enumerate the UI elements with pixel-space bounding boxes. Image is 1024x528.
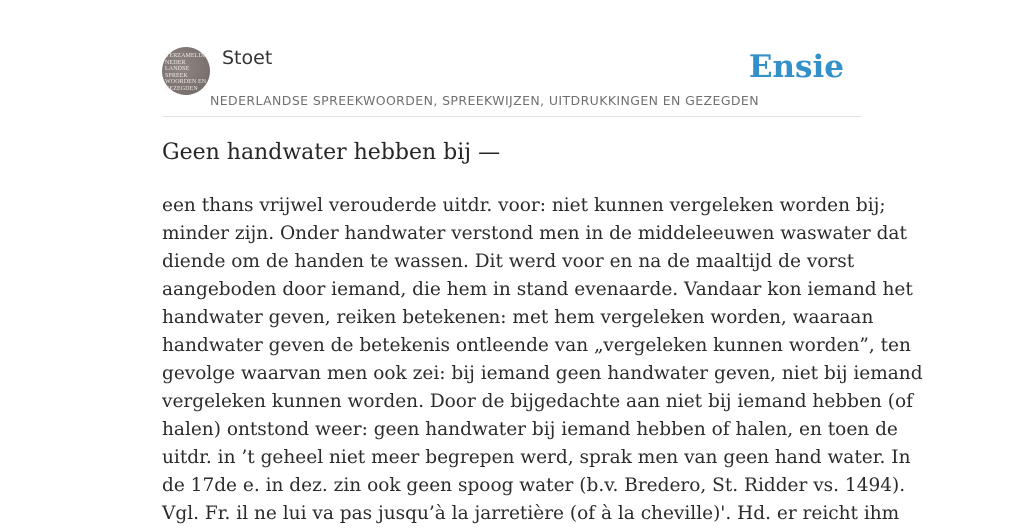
body-line: aangeboden door iemand, die hem in stand evenaarde. Vandaar kon iemand het: [162, 279, 913, 300]
body-line: de 17de e. in dez. zin ook geen spoog water (b.v. Bredero, St. Ridder vs. 1494).: [162, 475, 906, 496]
body-line: handwater geven de betekenis ontleende van „vergeleken kunnen worden”, ten: [162, 335, 911, 356]
body-line: een thans vrijwel verouderde uitdr. voor: niet kunnen vergeleken worden bij;: [162, 195, 886, 216]
body-line: handwater geven, reiken betekenen: met hem vergeleken worden, waaraan: [162, 307, 874, 328]
entry-body: [162, 192, 923, 528]
author-name[interactable]: Stoet: [222, 47, 273, 69]
body-line: diende om de handen te wassen. Dit werd voor en na de maaltijd de vorst: [162, 251, 855, 272]
ensie-logo-link[interactable]: Ensie: [748, 49, 844, 85]
site-header: [162, 0, 862, 117]
body-line: halen) ontstond weer: geen handwater bij iemand hebben of halen, en toen de: [162, 419, 898, 440]
body-line: Vgl. Fr. il ne lui va pas jusqu’à la jarretière (of à la cheville)'. Hd. er reicht ihm: [162, 503, 900, 524]
body-line: vergeleken kunnen worden. Door de bijgedachte aan niet bij iemand hebben (of: [162, 391, 913, 412]
body-line: uitdr. in ’t geheel niet meer begrepen werd, sprak men van geen hand water. In: [162, 447, 911, 468]
body-line: gevolge waarvan men ook zei: bij iemand geen handwater geven, niet bij iemand: [162, 363, 923, 384]
source-subtitle[interactable]: NEDERLANDSE SPREEKWOORDEN, SPREEKWIJZEN, UITDRUKKINGEN EN GEZEGDEN: [210, 93, 759, 108]
author-avatar[interactable]: [162, 47, 210, 95]
avatar-book-cover: VERZAMELDE NEDER LANDSE SPREEK WOORDEN EN GEZEGDEN: [165, 53, 207, 92]
body-line: minder zijn. Onder handwater verstond men in de middeleeuwen waswater dat: [162, 223, 907, 244]
entry-title: Geen handwater hebben bij —: [162, 140, 501, 165]
